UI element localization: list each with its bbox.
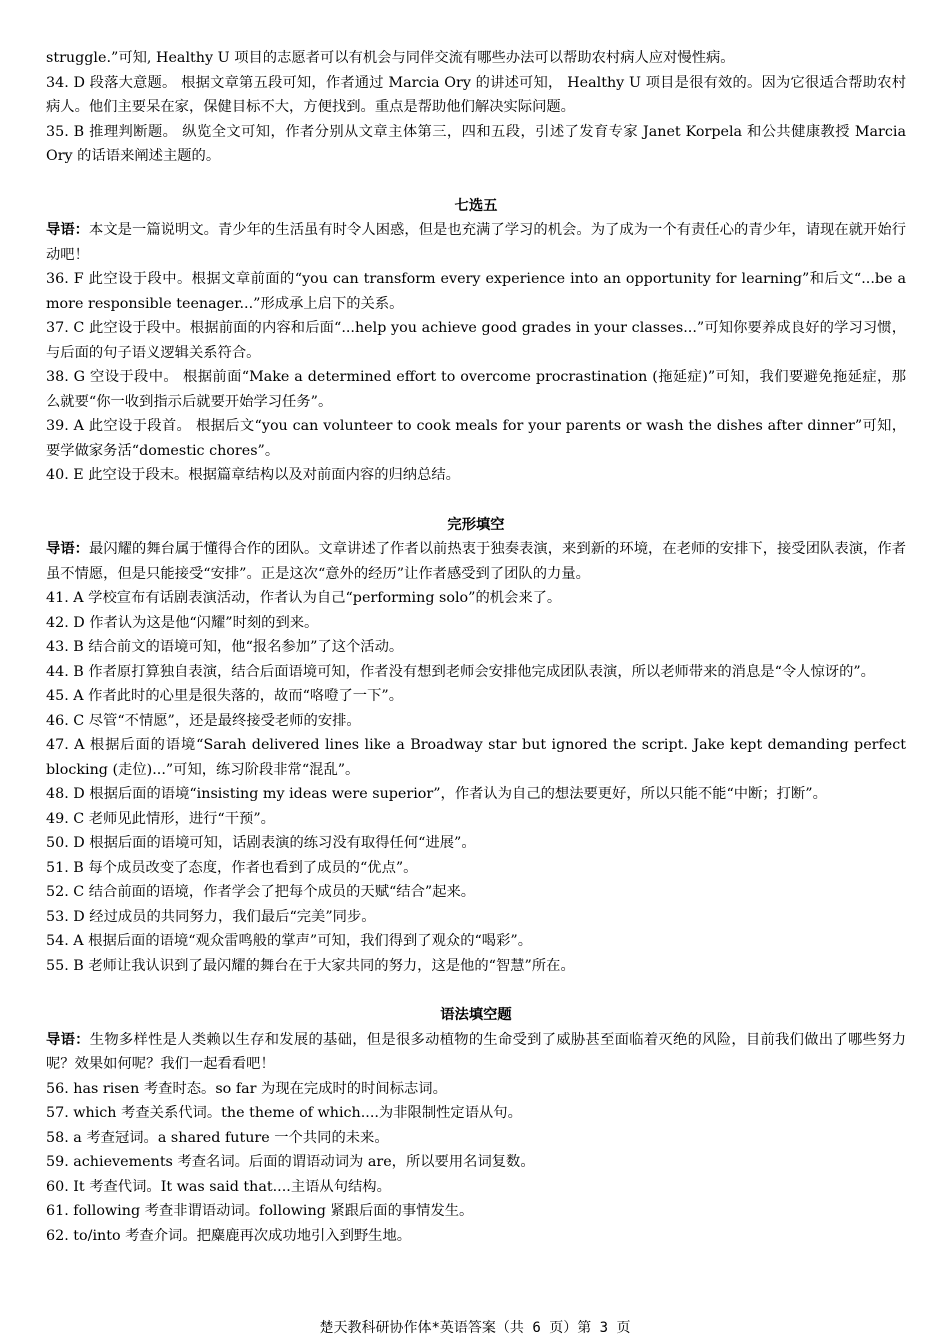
- answer-page: [46, 46, 906, 1248]
- section-lead: [46, 218, 906, 267]
- section-seven-choose-five: [46, 194, 906, 488]
- answer-57: 57. which 考查关系代词。the theme of which....为非限制性定语从句。: [46, 1105, 522, 1121]
- answer-43: 43. B 结合前文的语境可知，他“报名参加”了这个活动。: [46, 639, 404, 655]
- lead-text: 本文是一篇说明文。青少年的生活虽有时令人困惑，但是也充满了学习的机会。为了成为一个有责任心的青少年，请现在就开始行动吧！: [46, 222, 907, 263]
- section-title: 完形填空: [447, 516, 505, 533]
- answer-44: 44. B 作者原打算独自表演，结合后面语境可知，作者没有想到老师会安排他完成团队表演，所以老师带来的消息是“令人惊讶的”。: [46, 663, 875, 680]
- answer-54: 54. A 根据后面的语境“观众雷鸣般的掌声”可知，我们得到了观众的“喝彩”。: [46, 933, 532, 949]
- section-title: 语法填空题: [440, 1007, 512, 1023]
- lead-label: 导语：: [46, 1031, 90, 1048]
- paragraph: struggle.”可知, Healthy U 项目的志愿者可以有机会与同伴交流有哪些办法可以帮助农村病人应对慢性病。: [46, 50, 735, 66]
- section-title: 七选五: [454, 197, 498, 214]
- section-grammar-fill: [46, 1003, 906, 1248]
- answer-42: 42. D 作者认为这是他“闪耀”时刻的到来。: [46, 614, 319, 631]
- answer-40: 40. E 此空设于段末。根据篇章结构以及对前面内容的归纳总结。: [46, 467, 460, 483]
- lead-label: 导语：: [46, 222, 90, 238]
- answer-41: 41. A 学校宣布有话剧表演活动，作者认为自己“performing solo”的机会来了。: [46, 590, 562, 606]
- answer-36: 36. F 此空设于段中。根据文章前面的“you can transform every experience into an opportunity for learning”和后文“...be a more responsible teenager...”形成承上启下的关系。: [46, 271, 906, 312]
- answer-55: 55. B 老师让我认识到了最闪耀的舞台在于大家共同的努力，这是他的“智慧”所在。: [46, 957, 575, 974]
- section-cloze: [46, 513, 906, 979]
- answer-53: 53. D 经过成员的共同努力，我们最后“完美”同步。: [46, 908, 376, 925]
- page-footer: 楚天教科研协作体*英语答案（共 6 页）第 3 页: [319, 1320, 631, 1336]
- answer-38: 38. G 空设于段中。 根据前面“Make a determined effort to overcome procrastination (拖延症)”可知，我们要避免拖延症，那么就要“你一收到指示后就要开始学习任务”。: [46, 369, 906, 410]
- section-lead: [46, 537, 906, 586]
- answer-59: 59. achievements 考查名词。后面的谓语动词为 are，所以要用名词复数。: [46, 1154, 535, 1170]
- lead-label: 导语：: [46, 541, 90, 557]
- answer-51: 51. B 每个成员改变了态度，作者也看到了成员的“优点”。: [46, 859, 418, 876]
- lead-text: 生物多样性是人类赖以生存和发展的基础，但是很多动植物的生命受到了威胁甚至面临着灭绝的风险，目前我们做出了哪些努力呢？效果如何呢？我们一起看看吧！: [46, 1031, 907, 1072]
- answer-62: 62. to/into 考查介词。把麋鹿再次成功地引入到野生地。: [46, 1227, 412, 1244]
- answer-60: 60. It 考查代词。It was said that....主语从句结构。: [46, 1178, 391, 1195]
- answer-34: 34. D 段落大意题。 根据文章第五段可知，作者通过 Marcia Ory 的讲述可知， Healthy U 项目是很有效的。因为它很适合帮助农村病人。他们主要呆在家，保健目标不大，方便找到。重点是帮助他们解决实际问题。: [46, 74, 906, 115]
- section-lead: [46, 1028, 906, 1077]
- answer-37: 37. C 此空设于段中。根据前面的内容和后面“...help you achieve good grades in your classes...”可知你要养成良好的学习习惯，与后面的句子语义逻辑关系符合。: [46, 320, 906, 361]
- answer-45: 45. A 作者此时的心里是很失落的，故而“咯噔了一下”。: [46, 688, 404, 704]
- answer-48: 48. D 根据后面的语境“insisting my ideas were superior”，作者认为自己的想法要更好，所以只能不能“中断；打断”。: [46, 786, 827, 802]
- answer-49: 49. C 老师见此情形，进行“干预”。: [46, 810, 275, 827]
- answer-39: 39. A 此空设于段首。 根据后文“you can volunteer to cook meals for your parents or wash the dishes after dinner”可知，要学做家务活“domestic chores”。: [46, 418, 906, 459]
- answer-35: 35. B 推理判断题。 纵览全文可知，作者分别从文章主体第三，四和五段，引述了发育专家 Janet Korpela 和公共健康教授 Marcia Ory 的话语来阐述主题的。: [46, 123, 906, 164]
- answer-50: 50. D 根据后面的语境可知，话剧表演的练习没有取得任何“进展”。: [46, 835, 476, 851]
- answer-47: 47. A 根据后面的语境“Sarah delivered lines like a Broadway star but ignored the script. Jake kept demanding perfect blocking (走位)...”可知，练习阶段非常“混乱”。: [46, 737, 906, 778]
- answer-61: 61. following 考查非谓语动词。following 紧跟后面的事情发生。: [46, 1203, 474, 1219]
- answer-56: 56. has risen 考查时态。so far 为现在完成时的时间标志词。: [46, 1080, 447, 1097]
- answer-52: 52. C 结合前面的语境，作者学会了把每个成员的天赋“结合”起来。: [46, 884, 476, 900]
- lead-text: 最闪耀的舞台属于懂得合作的团队。文章讲述了作者以前热衷于独奏表演，来到新的环境，在老师的安排下，接受团队表演，作者虽不情愿，但是只能接受“安排”。正是这次“意外的经历”让作者感受到了团队的力量。: [46, 541, 907, 582]
- answer-46: 46. C 尽管“不情愿”，还是最终接受老师的安排。: [46, 712, 361, 729]
- answer-58: 58. a 考查冠词。a shared future 一个共同的未来。: [46, 1129, 389, 1146]
- intro-block: [46, 46, 906, 169]
